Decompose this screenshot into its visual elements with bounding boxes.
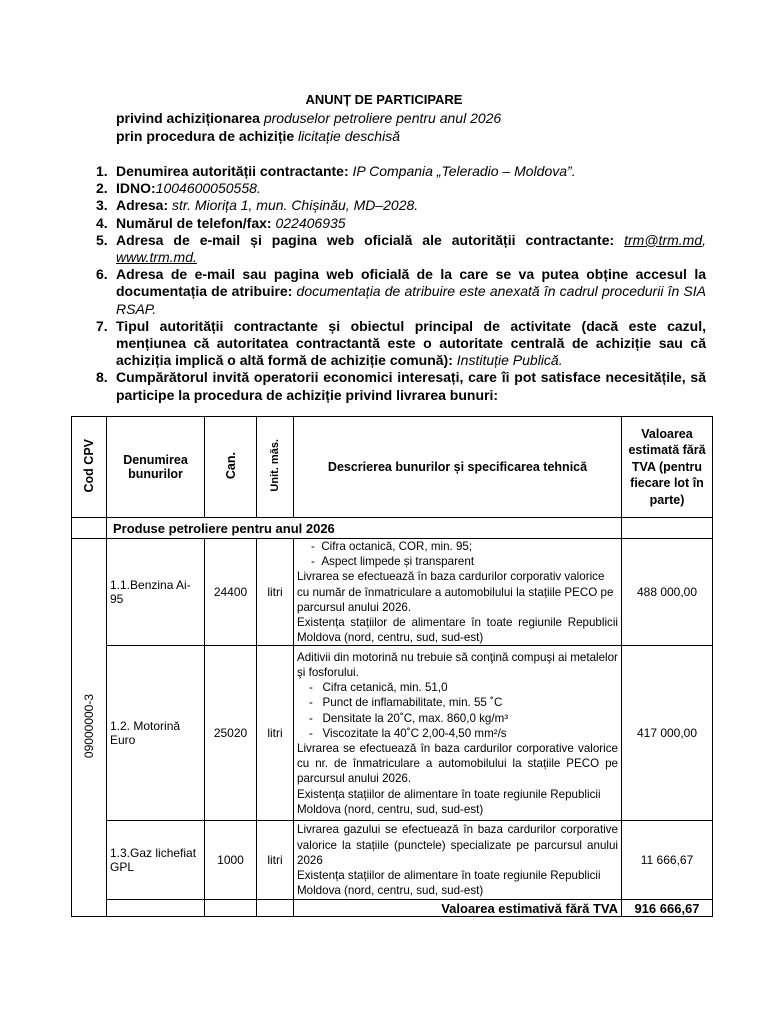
item-label: Adresa: [116,197,169,214]
item-value: 11 666,67 [622,821,713,900]
intro-text: Aditivii din motorină nu trebuie să conţină compuşi ai metalelor şi fosforului. [297,650,618,679]
stations-text: Existența stațiilor de alimentare în toate regiunile Republicii Moldova (nord, centru, sud, sud-est) [297,616,618,645]
item-value: str. Miorița 1, mun. Chișinău, MD–2028. [172,197,419,214]
subtitle-object [116,110,501,126]
item-number: 7. [96,317,108,334]
table-row [72,646,713,821]
delivery-text: Livrarea se efectuează în baza cardurilor corporativ valorice cu număr de înmatriculare a automobilului la stațiile PECO pe parcursul anului 2026. [297,570,614,614]
spec-bullet: - Cifra octanică, COR, min. 95; [311,540,473,553]
subtitle-object-value: produselor petroliere pentru anul 2026 [263,110,502,126]
header-desc: Descrierea bunurilor și specificarea tehnică [294,417,622,518]
total-value: 916 666,67 [622,900,713,917]
item-number: 3. [96,197,108,214]
header-qty-label: Can. [223,451,238,480]
page-title: ANUNȚ DE PARTICIPARE [305,92,463,107]
item-qty: 24400 [205,539,257,646]
item-label: Adresa de e-mail și pagina web oficială ale autorității contractante: [116,231,615,248]
item-name: 1.2. Motorină Euro [107,646,205,821]
subtitle-object-label: privind achiziționarea [116,110,260,126]
cpv-code: 09000000-3 [82,694,96,759]
list-item [96,232,706,266]
item-unit: litri [257,821,294,900]
item-value: 022406935 [275,214,346,231]
item-value: IP Compania „Teleradio – Moldova”. [352,163,576,179]
spec-bullet: - Cifra cetanică, min. 51,0 [309,681,448,695]
item-description [294,646,622,821]
item-number: 4. [96,214,108,231]
total-blank [107,900,205,917]
total-row [72,900,713,917]
item-value: Instituție Publică. [456,352,563,369]
section-label: Produse petroliere pentru anul 2026 [107,518,622,539]
item-unit: litri [257,646,294,821]
total-label: Valoarea estimativă fără TVA [294,900,622,917]
stations-text: Existența stațiilor de alimentare în toate regiunile Republicii Moldova (nord, centru, sud, sud-est) [297,787,601,816]
list-item [96,197,706,214]
spec-bullet-text: Aspect limpede și transparent [321,555,475,569]
item-number: 8. [96,369,108,386]
item-label: Cumpărătorul invită operatorii economici interesați, care îi pot satisface necesitățile, să participe la procedura de achiziție privind livrarea bunuri: [116,369,706,403]
header-qty [205,417,257,518]
item-value: 417 000,00 [622,646,713,821]
total-blank [257,900,294,917]
delivery-text: Livrarea se efectuează în baza cardurilor corporative valorice cu nr. de înmatriculare a automobilului la stațiile PECO pe parcursul anului 2026. [297,742,618,786]
item-value: 488 000,00 [622,539,713,646]
item-label: Tipul autorității contractante și obiectul principal de activitate (dacă este cazul, mențiunea că autoritatea contractantă este o autoritate centrală de achiziție sau că achiziția implică o altă formă de achiziție comună): [116,317,706,369]
item-label: Denumirea autorității contractante: [116,163,349,179]
list-item [96,180,706,197]
item-unit: litri [257,539,294,646]
stations-text: Existența stațiilor de alimentare în toate regiunile Republicii Moldova (nord, centru, sud, sud-est) [297,869,601,898]
header-cpv [72,417,107,518]
section-blank-right [622,518,713,539]
info-list [96,163,706,404]
item-number: 6. [96,266,108,283]
list-item [96,266,706,318]
list-item [96,369,706,403]
list-item [96,163,706,180]
spec-bullet: - Punct de inflamabilitate, min. 55 ˚C [309,696,503,710]
table-row [72,821,713,900]
list-item [96,215,706,232]
website-link[interactable]: www.trm.md. [116,249,197,266]
header-cpv-label: Cod CPV [82,438,96,493]
item-name: 1.3.Gaz lichefiat GPL [107,821,205,900]
item-label: Numărul de telefon/fax: [116,214,272,231]
goods-table [71,416,713,917]
item-label: IDNO: [116,180,156,197]
section-blank [72,518,107,539]
section-row [72,518,713,539]
spec-bullet-text: Cifra cetanică, min. 51,0 [322,681,448,695]
list-item [96,318,706,370]
spec-bullet-text: Punct de inflamabilitate, min. 55 ˚C [322,696,503,710]
cpv-cell [72,539,107,917]
header-value: Valoarea estimată fără TVA (pentru fiecare lot în parte) [622,417,713,518]
item-qty: 1000 [205,821,257,900]
spec-bullet-text: Cifra octanică, COR, min. 95; [321,540,473,553]
subtitle-procedure-label: prin procedura de achiziție [116,128,295,144]
header-unit [257,417,294,518]
spec-bullet: - Aspect limpede și transparent [311,555,475,569]
separator: , [702,231,706,248]
item-number: 1. [96,163,108,179]
spec-bullet: - Viscozitate la 40˚C 2,00-4,50 mm²/s [309,726,507,740]
item-qty: 25020 [205,646,257,821]
item-description [294,821,622,900]
spec-bullet: - Densitate la 20˚C, max. 860,0 kg/m³ [309,711,509,725]
table-header-row [72,417,713,518]
item-value: 1004600050558. [155,180,261,197]
item-name: 1.1.Benzina Ai-95 [107,539,205,646]
header-name: Denumirea bunurilor [107,417,205,518]
subtitle-procedure [116,128,400,144]
delivery-text: Livrarea gazului se efectuează în baza cardurilor corporative valorice la stațiile (punctele) specializate pe parcursul anului 2026 [297,823,618,867]
email-link[interactable]: trm@trm.md [624,231,703,248]
subtitle-procedure-value: licitație deschisă [298,128,400,144]
header-unit-label: Unit. măs. [269,439,281,492]
item-description [294,539,622,646]
table-row [72,539,713,646]
item-label: Adresa de e-mail sau pagina web oficială de la care se va putea obține accesul la documentația de atribuire: [116,266,706,300]
spec-bullet-text: Densitate la 20˚C, max. 860,0 kg/m³ [322,711,509,725]
total-blank [205,900,257,917]
item-value: documentația de atribuire este anexată în cadrul procedurii în SIA RSAP. [116,283,706,317]
spec-bullet-text: Viscozitate la 40˚C 2,00-4,50 mm²/s [322,726,507,740]
item-number: 5. [96,231,108,248]
item-number: 2. [96,180,108,197]
